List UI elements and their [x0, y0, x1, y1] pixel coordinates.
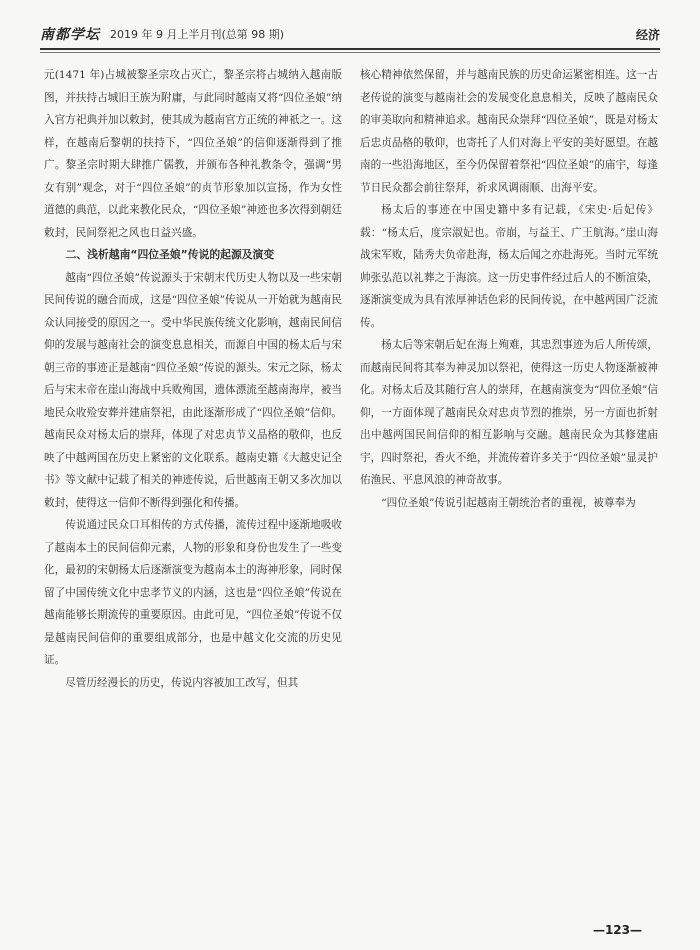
paragraph: 核心精神依然保留，并与越南民族的历史命运紧密相连。这一古老传说的演变与越南社会的发展变化息息相关，反映了越南民众的审美取向和精神追求。越南民众崇拜“四位圣娘”，既是对杨太后忠贞品格的敬仰，也寄托了人们对海上平安的美好愿望。在越南的一些沿海地区，至今仍保留着祭祀“四位圣娘”的庙宇，每逢节日民众都会前往祭拜，祈求风调雨顺、出海平安。: [360, 69, 658, 194]
header-rule: [40, 48, 660, 50]
paragraph: “四位圣娘”传说引起越南王朝统治者的重视，被尊奉为: [381, 496, 636, 509]
journal-logo: 南都学坛: [40, 27, 100, 43]
section-heading: 二、浅析越南“四位圣娘”传说的起源及演变: [65, 248, 275, 261]
paragraph: 杨太后等宋朝后妃在海上殉难，其忠烈事迹为后人所传颂，而越南民间将其奉为神灵加以祭祀，使得这一历史人物逐渐被神化。对杨太后及其随行宫人的崇拜，在越南演变为“四位圣娘”信仰，一方面体现了越南民众对忠贞节烈的推崇，另一方面也折射出中越两国民间信仰的相互影响与交融。越南民众为其修建庙宇，四时祭祀，香火不绝，并流传着许多关于“四位圣娘”显灵护佑渔民、平息风浪的神奇故事。: [360, 339, 658, 486]
header-rule-thin: [40, 52, 660, 53]
paragraph: 元(1471 年)占城被黎圣宗攻占灭亡，黎圣宗将占城纳入越南版图，并扶持占城旧王族为附庸，与此同时越南又将“四位圣娘”纳入官方祀典并加以敕封，使其成为越南官方正统的神祇之一。这样，在越南后黎朝的扶持下，“四位圣娘”的信仰逐渐得到了推广。黎圣宗时期大肆推广儒教，并颁布各种礼教条令，强调“男女有别”观念，对于“四位圣娘”的贞节形象加以宣扬，作为女性道德的典范，以此来教化民众，“四位圣娘”神迹也多次得到朝廷敕封，民间祭祀之风也日益兴盛。: [44, 69, 342, 239]
page-header: [40, 22, 660, 46]
section-label: 经济: [635, 27, 660, 42]
left-column: [44, 64, 342, 694]
issue-info: 2019 年 9 月上半月刊(总第 98 期): [110, 28, 285, 41]
right-column: [360, 64, 658, 514]
paragraph: 尽管历经漫长的历史，传说内容被加工改写，但其: [65, 676, 299, 689]
page-number: —123—: [592, 923, 642, 937]
paragraph: 杨太后的事迹在中国史籍中多有记载，《宋史·后妃传》载：“杨太后，度宗淑妃也。帝崩，与益王、广王航海。”崖山海战宋军败，陆秀夫负帝赴海，杨太后闻之亦赴海死。当时元军统帅张弘范以礼葬之于海滨。这一历史事件经过后人的不断渲染，逐渐演变成为具有浓厚神话色彩的民间传说，在中越两国广泛流传。: [360, 204, 658, 329]
paragraph: 传说通过民众口耳相传的方式传播，流传过程中逐渐地吸收了越南本土的民间信仰元素，人物的形象和身份也发生了一些变化，最初的宋朝杨太后逐渐演变为越南本土的海神形象，同时保留了中国传统文化中忠孝节义的内涵，这也是“四位圣娘”传说在越南能够长期流传的重要原因。由此可见，“四位圣娘”传说不仅是越南民间信仰的重要组成部分，也是中越文化交流的历史见证。: [44, 519, 342, 666]
paragraph: 越南“四位圣娘”传说源头于宋朝末代历史人物以及一些宋朝民间传说的融合而成，这是“四位圣娘”传说从一开始就为越南民众认同接受的原因之一。受中华民族传统文化影响，越南民间信仰的发展与越南社会的演变息息相关，而源自中国的杨太后与宋朝三帝的事迹正是越南“四位圣娘”传说的源头。宋元之际，杨太后与宋末帝在崖山海战中兵败殉国，遗体漂流至越南海岸，被当地民众收殓安葬并建庙祭祀，由此逐渐形成了“四位圣娘”信仰。越南民众对杨太后的崇拜，体现了对忠贞节义品格的敬仰，也反映了中越两国在历史上紧密的文化联系。越南史籍《大越史记全书》等文献中记载了相关的神迹传说，后世越南王朝又多次加以敕封，使得这一信仰不断得到强化和传播。: [44, 271, 342, 509]
